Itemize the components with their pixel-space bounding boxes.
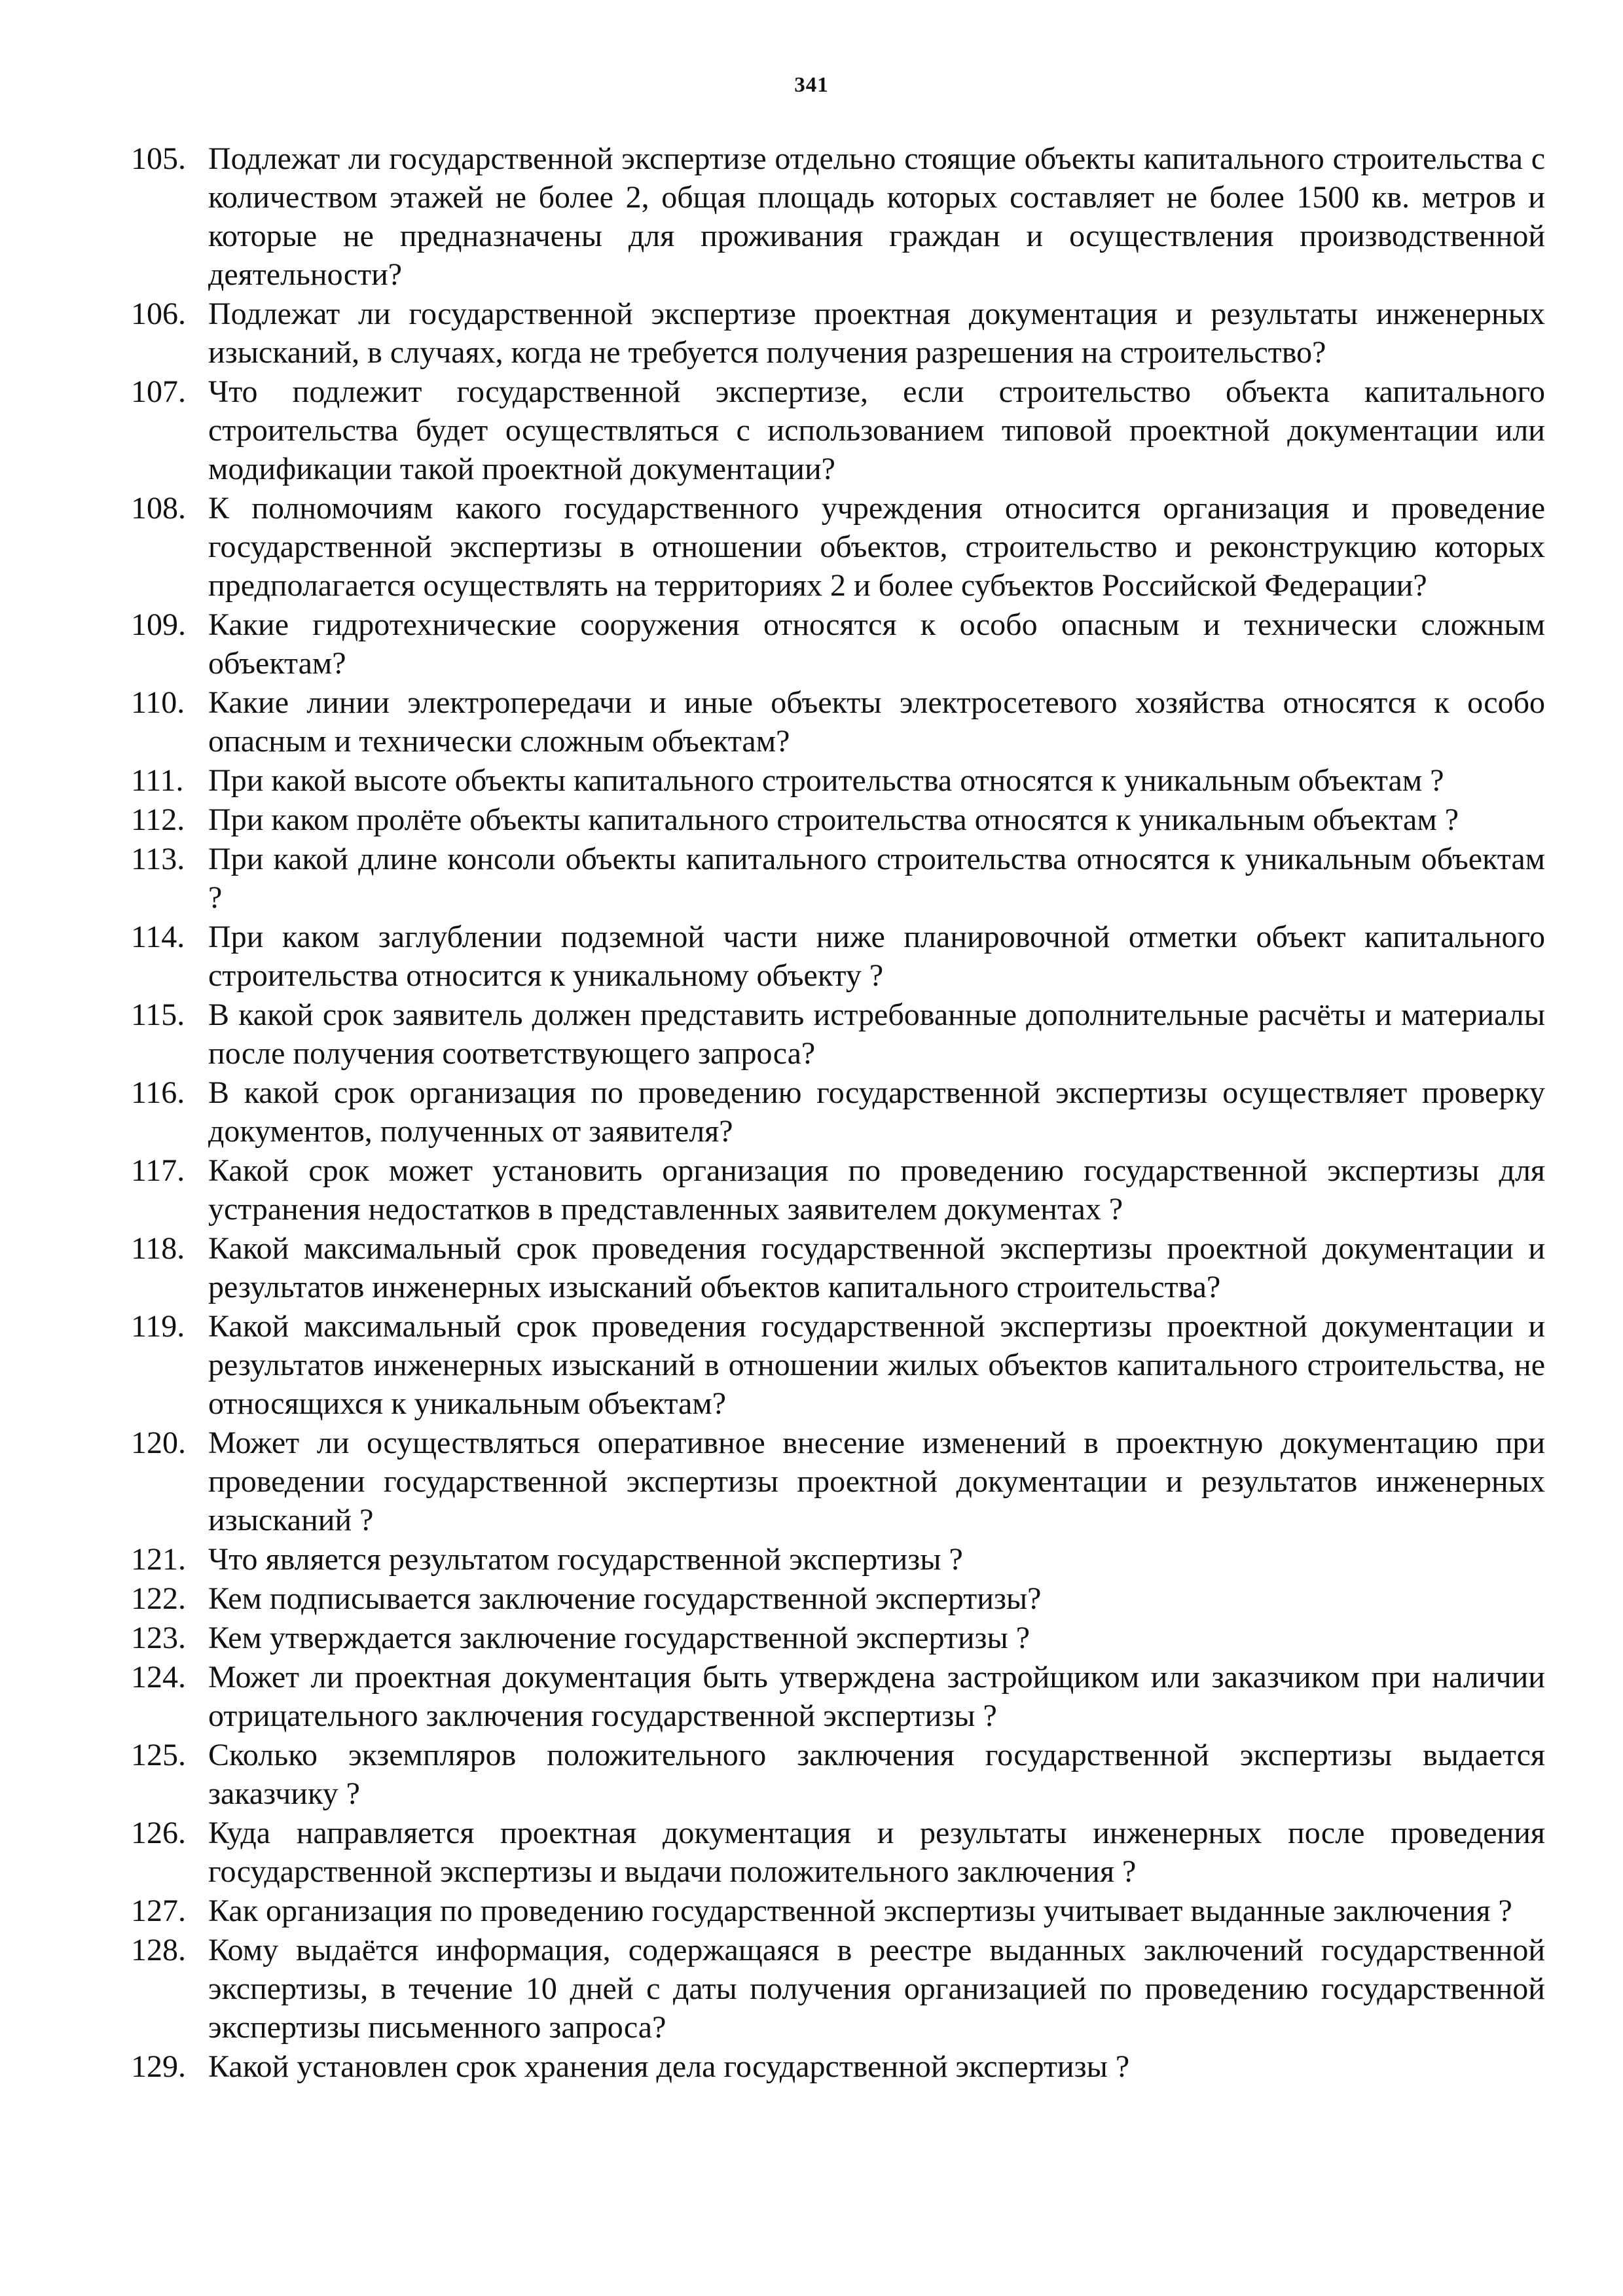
question-item xyxy=(131,139,1545,294)
question-number: 120. xyxy=(131,1426,186,1460)
question-number: 108. xyxy=(131,491,186,526)
question-item xyxy=(131,372,1545,488)
question-item xyxy=(131,1619,1545,1657)
question-text: При каком заглублении подземной части ниже планировочной отметки объект капитального строительства относится к уникальному объекту ? xyxy=(208,920,1545,993)
question-number: 128. xyxy=(131,1933,186,1967)
question-number: 109. xyxy=(131,607,186,642)
question-text: В какой срок организация по проведению государственной экспертизы осуществляет проверку документов, полученных от заявителя? xyxy=(208,1075,1545,1149)
question-number: 118. xyxy=(131,1231,185,1266)
page-number: 341 xyxy=(794,73,829,97)
question-item xyxy=(131,1658,1545,1735)
question-item xyxy=(131,1736,1545,1813)
question-item xyxy=(131,1151,1545,1229)
question-text: Кем подписывается заключение государственной экспертизы? xyxy=(208,1581,1042,1616)
question-text: В какой срок заявитель должен представить истребованные дополнительные расчёты и материалы после получения соответствующего запроса? xyxy=(208,997,1545,1071)
question-item xyxy=(131,1307,1545,1423)
question-item xyxy=(131,800,1545,839)
question-number: 113. xyxy=(131,842,185,876)
question-item xyxy=(131,840,1545,917)
question-item xyxy=(131,605,1545,683)
question-text: Подлежат ли государственной экспертизе проектная документация и результаты инженерных изысканий, в случаях, когда не требуется получения разрешения на строительство? xyxy=(208,296,1545,370)
question-item xyxy=(131,2047,1545,2086)
question-item xyxy=(131,295,1545,372)
question-number: 122. xyxy=(131,1581,186,1616)
question-item xyxy=(131,1540,1545,1579)
question-number: 124. xyxy=(131,1660,186,1695)
question-item xyxy=(131,489,1545,605)
question-item xyxy=(131,1073,1545,1151)
question-text: К полномочиям какого государственного учреждения относится организация и проведение государственной экспертизы в отношении объектов, строительство и реконструкцию которых предполагается осуществлять на территориях 2 и более субъектов Российской Федерации? xyxy=(208,491,1545,603)
question-number: 123. xyxy=(131,1621,186,1655)
question-item xyxy=(131,1931,1545,2047)
question-number: 107. xyxy=(131,374,186,409)
question-number: 110. xyxy=(131,685,185,720)
question-list xyxy=(131,139,1545,2087)
question-item xyxy=(131,1814,1545,1891)
question-text: Что подлежит государственной экспертизе, если строительство объекта капитального строительства будет осуществляться с использованием типовой проектной документации или модификации такой проектной документации? xyxy=(208,374,1545,486)
question-number: 117. xyxy=(131,1153,185,1188)
question-text: При каком пролёте объекты капитального строительства относятся к уникальным объектам ? xyxy=(208,802,1459,837)
question-text: Какие линии электропередачи и иные объекты электросетевого хозяйства относятся к особо опасным и технически сложным объектам? xyxy=(208,685,1545,759)
question-number: 112. xyxy=(131,802,185,837)
question-text: Куда направляется проектная документация и результаты инженерных после проведения государственной экспертизы и выдачи положительного заключения ? xyxy=(208,1816,1545,1889)
question-text: Какой максимальный срок проведения государственной экспертизы проектной документации и результатов инженерных изысканий объектов капитального строительства? xyxy=(208,1231,1545,1304)
question-text: Может ли осуществляться оперативное внесение изменений в проектную документацию при проведении государственной экспертизы проектной документации и результатов инженерных изысканий ? xyxy=(208,1426,1545,1537)
question-item xyxy=(131,1892,1545,1930)
question-text: Какие гидротехнические сооружения относятся к особо опасным и технически сложным объектам? xyxy=(208,607,1545,681)
question-number: 115. xyxy=(131,997,185,1032)
question-number: 119. xyxy=(131,1309,185,1344)
question-number: 129. xyxy=(131,2049,186,2084)
question-text: Кому выдаётся информация, содержащаяся в реестре выданных заключений государственной экспертизы, в течение 10 дней с даты получения организацией по проведению государственной экспертизы письменного запроса? xyxy=(208,1933,1545,2045)
question-item xyxy=(131,996,1545,1073)
question-number: 126. xyxy=(131,1816,186,1850)
question-text: Сколько экземпляров положительного заключения государственной экспертизы выдается заказчику ? xyxy=(208,1738,1545,1811)
question-number: 105. xyxy=(131,141,186,176)
question-text: Кем утверждается заключение государственной экспертизы ? xyxy=(208,1621,1030,1655)
question-item xyxy=(131,761,1545,800)
question-text: Что является результатом государственной экспертизы ? xyxy=(208,1542,963,1577)
question-number: 114. xyxy=(131,920,185,954)
question-number: 121. xyxy=(131,1542,186,1577)
question-item xyxy=(131,683,1545,761)
question-number: 125. xyxy=(131,1738,186,1772)
question-text: Подлежат ли государственной экспертизе отдельно стоящие объекты капитального строительства с количеством этажей не более 2, общая площадь которых составляет не более 1500 кв. метров и которые не предназначены для проживания граждан и осуществления производственной деятельности? xyxy=(208,141,1545,292)
question-text: Какой установлен срок хранения дела государственной экспертизы ? xyxy=(208,2049,1130,2084)
question-item xyxy=(131,918,1545,995)
question-item xyxy=(131,1229,1545,1306)
question-text: Как организация по проведению государственной экспертизы учитывает выданные заключения ? xyxy=(208,1893,1512,1928)
question-number: 106. xyxy=(131,296,186,331)
question-number: 127. xyxy=(131,1893,186,1928)
question-text: При какой высоте объекты капитального строительства относятся к уникальным объектам ? xyxy=(208,763,1444,798)
question-text: Какой максимальный срок проведения государственной экспертизы проектной документации и результатов инженерных изысканий в отношении жилых объектов капитального строительства, не относящихся к уникальным объектам? xyxy=(208,1309,1545,1421)
question-item xyxy=(131,1579,1545,1618)
question-item xyxy=(131,1424,1545,1539)
question-number: 111. xyxy=(131,763,184,798)
question-text: Может ли проектная документация быть утверждена застройщиком или заказчиком при наличии отрицательного заключения государственной экспертизы ? xyxy=(208,1660,1545,1733)
question-text: Какой срок может установить организация по проведению государственной экспертизы для устранения недостатков в представленных заявителем документах ? xyxy=(208,1153,1545,1227)
question-text: При какой длине консоли объекты капитального строительства относятся к уникальным объектам ? xyxy=(208,842,1545,915)
question-number: 116. xyxy=(131,1075,185,1110)
